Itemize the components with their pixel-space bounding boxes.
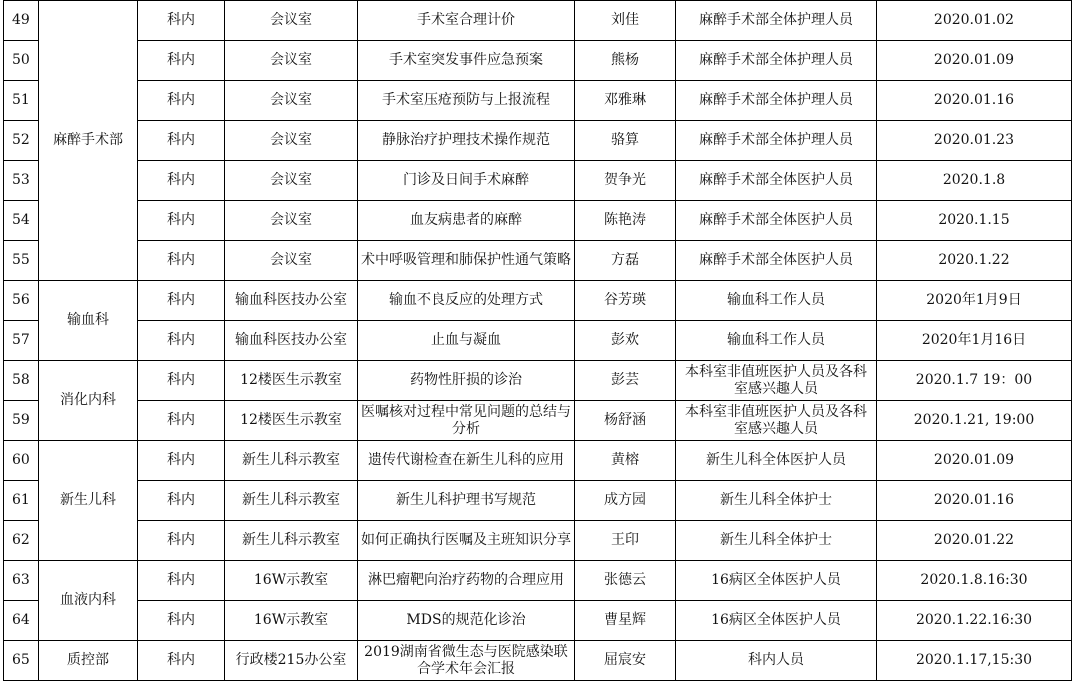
speaker-cell: 刘佳 <box>575 1 676 41</box>
location-cell: 新生儿科示教室 <box>225 441 358 481</box>
audience-cell: 新生儿科全体医护人员 <box>676 441 877 481</box>
department-cell: 血液内科 <box>39 561 138 641</box>
speaker-cell: 邓雅琳 <box>575 81 676 121</box>
date-cell: 2020年1月9日 <box>877 281 1072 321</box>
table-row <box>4 361 1072 401</box>
speaker-cell: 方磊 <box>575 241 676 281</box>
table-row <box>4 561 1072 601</box>
topic-cell: 门诊及日间手术麻醉 <box>358 161 575 201</box>
speaker-cell: 张德云 <box>575 561 676 601</box>
department-cell: 消化内科 <box>39 361 138 441</box>
audience-cell: 本科室非值班医护人员及各科室感兴趣人员 <box>676 401 877 441</box>
speaker-cell: 骆算 <box>575 121 676 161</box>
date-cell: 2020.01.02 <box>877 1 1072 41</box>
topic-cell: 血友病患者的麻醉 <box>358 201 575 241</box>
speaker-cell: 曹星辉 <box>575 601 676 641</box>
audience-cell: 新生儿科全体护士 <box>676 481 877 521</box>
speaker-cell: 贺争光 <box>575 161 676 201</box>
audience-cell: 麻醉手术部全体护理人员 <box>676 121 877 161</box>
row-number-cell: 58 <box>4 361 39 401</box>
topic-cell: 输血不良反应的处理方式 <box>358 281 575 321</box>
row-number-cell: 64 <box>4 601 39 641</box>
table-row <box>4 481 1072 521</box>
location-cell: 新生儿科示教室 <box>225 521 358 561</box>
topic-cell: 止血与凝血 <box>358 321 575 361</box>
date-cell: 2020.01.09 <box>877 41 1072 81</box>
topic-cell: 淋巴瘤靶向治疗药物的合理应用 <box>358 561 575 601</box>
session-type-cell: 科内 <box>138 441 225 481</box>
session-type-cell: 科内 <box>138 41 225 81</box>
session-type-cell: 科内 <box>138 161 225 201</box>
table-row <box>4 41 1072 81</box>
row-number-cell: 62 <box>4 521 39 561</box>
table-row <box>4 441 1072 481</box>
speaker-cell: 陈艳涛 <box>575 201 676 241</box>
topic-cell: 遗传代谢检查在新生儿科的应用 <box>358 441 575 481</box>
table-row <box>4 81 1072 121</box>
table-body <box>4 1 1072 681</box>
row-number-cell: 56 <box>4 281 39 321</box>
audience-cell: 16病区全体医护人员 <box>676 561 877 601</box>
session-type-cell: 科内 <box>138 481 225 521</box>
table-row <box>4 521 1072 561</box>
table-row <box>4 241 1072 281</box>
audience-cell: 麻醉手术部全体医护人员 <box>676 241 877 281</box>
speaker-cell: 彭欢 <box>575 321 676 361</box>
speaker-cell: 谷芳瑛 <box>575 281 676 321</box>
audience-cell: 麻醉手术部全体护理人员 <box>676 41 877 81</box>
row-number-cell: 51 <box>4 81 39 121</box>
audience-cell: 麻醉手术部全体医护人员 <box>676 201 877 241</box>
topic-cell: 术中呼吸管理和肺保护性通气策略 <box>358 241 575 281</box>
speaker-cell: 王印 <box>575 521 676 561</box>
audience-cell: 输血科工作人员 <box>676 321 877 361</box>
audience-cell: 麻醉手术部全体护理人员 <box>676 81 877 121</box>
row-number-cell: 50 <box>4 41 39 81</box>
location-cell: 会议室 <box>225 241 358 281</box>
location-cell: 行政楼215办公室 <box>225 641 358 681</box>
date-cell: 2020.1.15 <box>877 201 1072 241</box>
session-type-cell: 科内 <box>138 321 225 361</box>
audience-cell: 科内人员 <box>676 641 877 681</box>
department-cell: 质控部 <box>39 641 138 681</box>
audience-cell: 16病区全体医护人员 <box>676 601 877 641</box>
department-cell: 输血科 <box>39 281 138 361</box>
session-type-cell: 科内 <box>138 361 225 401</box>
session-type-cell: 科内 <box>138 201 225 241</box>
table-row <box>4 321 1072 361</box>
speaker-cell: 成方园 <box>575 481 676 521</box>
date-cell: 2020.1.17,15:30 <box>877 641 1072 681</box>
audience-cell: 麻醉手术部全体护理人员 <box>676 1 877 41</box>
row-number-cell: 54 <box>4 201 39 241</box>
date-cell: 2020.1.7 19：00 <box>877 361 1072 401</box>
audience-cell: 输血科工作人员 <box>676 281 877 321</box>
speaker-cell: 彭芸 <box>575 361 676 401</box>
location-cell: 会议室 <box>225 161 358 201</box>
topic-cell: 手术室压疮预防与上报流程 <box>358 81 575 121</box>
table-row <box>4 641 1072 681</box>
row-number-cell: 49 <box>4 1 39 41</box>
audience-cell: 麻醉手术部全体医护人员 <box>676 161 877 201</box>
date-cell: 2020.01.16 <box>877 481 1072 521</box>
location-cell: 会议室 <box>225 1 358 41</box>
table-row <box>4 601 1072 641</box>
topic-cell: 新生儿科护理书写规范 <box>358 481 575 521</box>
row-number-cell: 63 <box>4 561 39 601</box>
department-cell: 新生儿科 <box>39 441 138 561</box>
topic-cell: MDS的规范化诊治 <box>358 601 575 641</box>
row-number-cell: 59 <box>4 401 39 441</box>
row-number-cell: 60 <box>4 441 39 481</box>
audience-cell: 本科室非值班医护人员及各科室感兴趣人员 <box>676 361 877 401</box>
row-number-cell: 61 <box>4 481 39 521</box>
date-cell: 2020.1.22.16:30 <box>877 601 1072 641</box>
session-type-cell: 科内 <box>138 601 225 641</box>
date-cell: 2020.01.16 <box>877 81 1072 121</box>
location-cell: 会议室 <box>225 81 358 121</box>
topic-cell: 手术室突发事件应急预案 <box>358 41 575 81</box>
speaker-cell: 熊杨 <box>575 41 676 81</box>
topic-cell: 静脉治疗护理技术操作规范 <box>358 121 575 161</box>
session-type-cell: 科内 <box>138 521 225 561</box>
date-cell: 2020.01.23 <box>877 121 1072 161</box>
topic-cell: 如何正确执行医嘱及主班知识分享 <box>358 521 575 561</box>
location-cell: 12楼医生示教室 <box>225 401 358 441</box>
speaker-cell: 屈宸安 <box>575 641 676 681</box>
date-cell: 2020.1.8 <box>877 161 1072 201</box>
row-number-cell: 55 <box>4 241 39 281</box>
session-type-cell: 科内 <box>138 121 225 161</box>
lecture-schedule-table <box>3 0 1072 681</box>
topic-cell: 手术室合理计价 <box>358 1 575 41</box>
date-cell: 2020.1.22 <box>877 241 1072 281</box>
topic-cell: 2019湖南省微生态与医院感染联合学术年会汇报 <box>358 641 575 681</box>
date-cell: 2020年1月16日 <box>877 321 1072 361</box>
location-cell: 会议室 <box>225 121 358 161</box>
row-number-cell: 53 <box>4 161 39 201</box>
table-row <box>4 281 1072 321</box>
date-cell: 2020.1.8.16:30 <box>877 561 1072 601</box>
location-cell: 会议室 <box>225 201 358 241</box>
speaker-cell: 黄榕 <box>575 441 676 481</box>
topic-cell: 药物性肝损的诊治 <box>358 361 575 401</box>
location-cell: 16W示教室 <box>225 601 358 641</box>
table-row <box>4 1 1072 41</box>
location-cell: 12楼医生示教室 <box>225 361 358 401</box>
table-row <box>4 201 1072 241</box>
location-cell: 16W示教室 <box>225 561 358 601</box>
department-cell: 麻醉手术部 <box>39 1 138 281</box>
session-type-cell: 科内 <box>138 81 225 121</box>
audience-cell: 新生儿科全体护士 <box>676 521 877 561</box>
location-cell: 输血科医技办公室 <box>225 281 358 321</box>
table-row <box>4 401 1072 441</box>
date-cell: 2020.1.21, 19:00 <box>877 401 1072 441</box>
session-type-cell: 科内 <box>138 561 225 601</box>
date-cell: 2020.01.22 <box>877 521 1072 561</box>
session-type-cell: 科内 <box>138 281 225 321</box>
row-number-cell: 52 <box>4 121 39 161</box>
session-type-cell: 科内 <box>138 401 225 441</box>
location-cell: 输血科医技办公室 <box>225 321 358 361</box>
speaker-cell: 杨舒涵 <box>575 401 676 441</box>
topic-cell: 医嘱核对过程中常见问题的总结与分析 <box>358 401 575 441</box>
location-cell: 会议室 <box>225 41 358 81</box>
date-cell: 2020.01.09 <box>877 441 1072 481</box>
row-number-cell: 65 <box>4 641 39 681</box>
session-type-cell: 科内 <box>138 1 225 41</box>
row-number-cell: 57 <box>4 321 39 361</box>
session-type-cell: 科内 <box>138 241 225 281</box>
session-type-cell: 科内 <box>138 641 225 681</box>
table-row <box>4 121 1072 161</box>
table-row <box>4 161 1072 201</box>
location-cell: 新生儿科示教室 <box>225 481 358 521</box>
